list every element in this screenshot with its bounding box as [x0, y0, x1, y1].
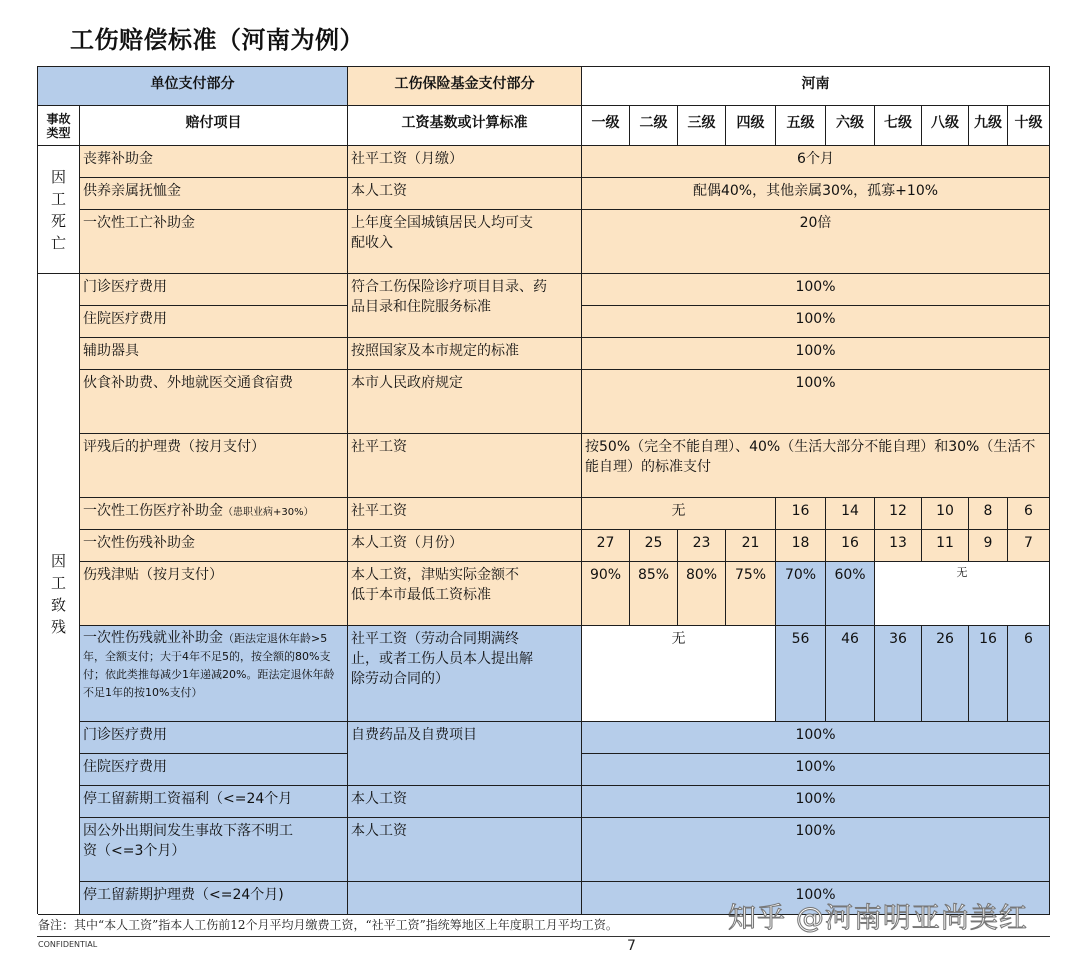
funeral-value: 6个月: [582, 146, 1050, 178]
header-level-7: 七级: [875, 106, 922, 146]
pension-value: 配偶40%，其他亲属30%，孤寡+10%: [582, 178, 1050, 210]
disability-lump-basis: 本人工资（月份）: [348, 530, 582, 562]
outpatient-value: 100%: [582, 274, 1050, 306]
missing-item: 因公外出期间发生事故下落不明工资（<=3个月）: [80, 818, 348, 882]
employment-lump-note: （距法定退休年龄>5年，全额支付；大于4年不足5的，按全额的80%支付；依此类推每减少1年递减20%。距法定退休年龄不足1年的按10%支付）: [83, 632, 335, 699]
employment-lump-level-8: 26: [922, 626, 969, 722]
medical-basis: 符合工伤保险诊疗项目目录、药品目录和住院服务标准: [348, 274, 582, 338]
medical-lump-level-10: 6: [1008, 498, 1050, 530]
disability-lump-item: 一次性伤残补助金: [80, 530, 348, 562]
allowance-level-5: 70%: [776, 562, 826, 626]
header-fund: 工伤保险基金支付部分: [348, 67, 582, 106]
pension-item: 供养亲属抚恤金: [80, 178, 348, 210]
nursing-basis: 社平工资: [348, 434, 582, 498]
medical-lump-level-6: 14: [826, 498, 875, 530]
allowance-item: 伤残津贴（按月支付）: [80, 562, 348, 626]
disability-lump-level-5: 18: [776, 530, 826, 562]
employment-lump-basis: 社平工资（劳动合同期满终止，或者工伤人员本人提出解除劳动合同的）: [348, 626, 582, 722]
funeral-basis: 社平工资（月缴）: [348, 146, 582, 178]
medical-lump-note: （患职业病+30%）: [223, 507, 314, 518]
self-outpatient-value: 100%: [582, 722, 1050, 754]
self-inpatient-value: 100%: [582, 754, 1050, 786]
disability-lump-level-10: 7: [1008, 530, 1050, 562]
meals-item: 伙食补助费、外地就医交通食宿费: [80, 370, 348, 434]
allowance-level-2: 85%: [630, 562, 678, 626]
footnote: 备注：其中“本人工资”指本人工伤前12个月平均月缴费工资，“社平工资”指统筹地区上年度职工月平均工资。: [38, 918, 618, 932]
header-level-6: 六级: [826, 106, 875, 146]
self-inpatient-item: 住院医疗费用: [80, 754, 348, 786]
header-level-8: 八级: [922, 106, 969, 146]
header-level-10: 十级: [1008, 106, 1050, 146]
header-level-1: 一级: [582, 106, 630, 146]
disability-lump-level-3: 23: [678, 530, 726, 562]
header-level-9: 九级: [969, 106, 1008, 146]
medical-lump-item: [80, 498, 348, 530]
employment-lump-item: [80, 626, 348, 722]
death-lump-value: 20倍: [582, 210, 1050, 274]
confidential-label: CONFIDENTIAL: [38, 940, 98, 949]
header-level-3: 三级: [678, 106, 726, 146]
header-item: 赔付项目: [80, 106, 348, 146]
medical-lump-none: 无: [582, 498, 776, 530]
inpatient-item: 住院医疗费用: [80, 306, 348, 338]
nursing-value: 按50%（完全不能自理）、40%（生活大部分不能自理）和30%（生活不能自理）的标准支付: [582, 434, 1050, 498]
page-number: 7: [627, 938, 636, 954]
aids-basis: 按照国家及本市规定的标准: [348, 338, 582, 370]
employment-lump-label: 一次性伤残就业补助金: [83, 630, 223, 646]
employment-lump-none: 无: [582, 626, 776, 722]
leave-wage-item: 停工留薪期工资福利（<=24个月: [80, 786, 348, 818]
footer-divider: [37, 936, 1050, 937]
header-level-2: 二级: [630, 106, 678, 146]
leave-wage-basis: 本人工资: [348, 786, 582, 818]
medical-lump-basis: 社平工资: [348, 498, 582, 530]
missing-value: 100%: [582, 818, 1050, 882]
disability-lump-level-7: 13: [875, 530, 922, 562]
disability-lump-level-9: 9: [969, 530, 1008, 562]
medical-lump-label: 一次性工伤医疗补助金: [83, 503, 223, 519]
watermark: 知乎 @河南明亚尚美红: [728, 901, 1028, 934]
medical-lump-level-8: 10: [922, 498, 969, 530]
disability-lump-level-1: 27: [582, 530, 630, 562]
missing-basis: 本人工资: [348, 818, 582, 882]
compensation-table: [37, 66, 1050, 914]
aids-item: 辅助器具: [80, 338, 348, 370]
allowance-none: 无: [875, 562, 1050, 626]
meals-value: 100%: [582, 370, 1050, 434]
medical-lump-level-5: 16: [776, 498, 826, 530]
header-type: 事故类型: [38, 106, 80, 146]
death-lump-basis: 上年度全国城镇居民人均可支配收入: [348, 210, 582, 274]
header-level-5: 五级: [776, 106, 826, 146]
group-disability: 因工致残: [38, 274, 80, 915]
outpatient-item: 门诊医疗费用: [80, 274, 348, 306]
allowance-level-4: 75%: [726, 562, 776, 626]
disability-lump-level-4: 21: [726, 530, 776, 562]
allowance-level-6: 60%: [826, 562, 875, 626]
header-employer: 单位支付部分: [38, 67, 348, 106]
employment-lump-level-5: 56: [776, 626, 826, 722]
group-death: 因工死亡: [38, 146, 80, 274]
inpatient-value: 100%: [582, 306, 1050, 338]
allowance-level-1: 90%: [582, 562, 630, 626]
leave-nursing-item: 停工留薪期护理费（<=24个月): [80, 882, 348, 915]
allowance-basis: 本人工资，津贴实际金额不低于本市最低工资标准: [348, 562, 582, 626]
header-region: 河南: [582, 67, 1050, 106]
meals-basis: 本市人民政府规定: [348, 370, 582, 434]
leave-nursing-basis: [348, 882, 582, 915]
medical-lump-level-7: 12: [875, 498, 922, 530]
header-level-4: 四级: [726, 106, 776, 146]
employment-lump-level-7: 36: [875, 626, 922, 722]
self-basis: 自费药品及自费项目: [348, 722, 582, 786]
employment-lump-level-10: 6: [1008, 626, 1050, 722]
page-title: 工伤赔偿标准（河南为例）: [70, 26, 364, 54]
disability-lump-level-8: 11: [922, 530, 969, 562]
disability-lump-level-2: 25: [630, 530, 678, 562]
pension-basis: 本人工资: [348, 178, 582, 210]
employment-lump-level-9: 16: [969, 626, 1008, 722]
disability-lump-level-6: 16: [826, 530, 875, 562]
leave-nursing-value: 100%: [582, 882, 1050, 915]
nursing-item: 评残后的护理费（按月支付）: [80, 434, 348, 498]
leave-wage-value: 100%: [582, 786, 1050, 818]
death-lump-item: 一次性工亡补助金: [80, 210, 348, 274]
employment-lump-level-6: 46: [826, 626, 875, 722]
self-outpatient-item: 门诊医疗费用: [80, 722, 348, 754]
allowance-level-3: 80%: [678, 562, 726, 626]
header-basis: 工资基数或计算标准: [348, 106, 582, 146]
medical-lump-level-9: 8: [969, 498, 1008, 530]
funeral-item: 丧葬补助金: [80, 146, 348, 178]
aids-value: 100%: [582, 338, 1050, 370]
